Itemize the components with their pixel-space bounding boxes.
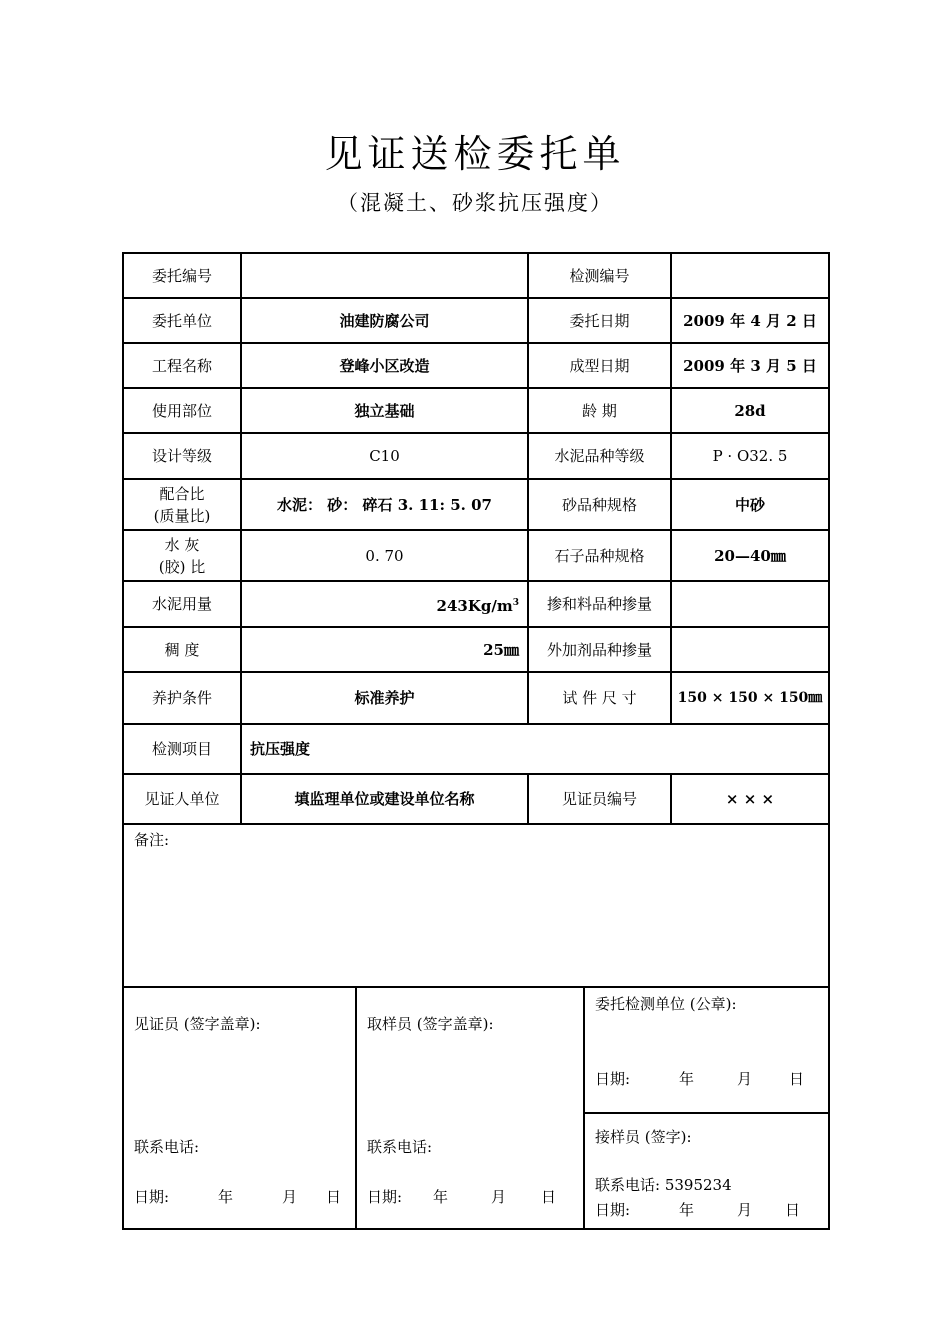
form-row — [123, 253, 829, 298]
year-label: 年 — [433, 1188, 449, 1206]
receiver-date — [595, 1199, 800, 1221]
field-label: 成型日期 — [528, 343, 671, 388]
form-row — [123, 343, 829, 388]
mix-ratio-field[interactable]: 水泥： 砂： 碎石 3. 11: 5. 07 — [241, 479, 528, 530]
notes-label: 备注: — [134, 831, 170, 849]
form-row — [123, 581, 829, 627]
lab-date — [595, 1068, 804, 1090]
form-row — [123, 724, 829, 774]
form-row — [123, 388, 829, 433]
date-label: 日期: — [595, 1070, 631, 1088]
form-row — [123, 479, 829, 530]
sand-spec-field[interactable]: 中砂 — [671, 479, 829, 530]
age-field[interactable]: 28d — [671, 388, 829, 433]
day-label: 日 — [785, 1201, 801, 1219]
curing-condition-field[interactable]: 标准养护 — [241, 672, 528, 724]
field-label — [123, 479, 241, 530]
wc-ratio-sublabel: (胶) 比 — [158, 557, 206, 576]
field-label: 委托日期 — [528, 298, 671, 343]
witness-phone: 联系电话: — [134, 1138, 200, 1156]
year-label: 年 — [679, 1070, 695, 1088]
commission-number-field[interactable] — [241, 253, 528, 298]
cement-amount-field[interactable] — [241, 581, 528, 627]
field-label — [123, 530, 241, 581]
commission-form — [122, 252, 830, 988]
month-label: 月 — [491, 1188, 507, 1206]
sampler-signature-box[interactable] — [356, 987, 584, 1229]
project-name-field[interactable]: 登峰小区改造 — [241, 343, 528, 388]
sampler-phone: 联系电话: — [367, 1138, 433, 1156]
consistency-field[interactable]: 25㎜ — [241, 627, 528, 672]
mix-ratio-label: 配合比 — [159, 484, 205, 503]
field-label: 外加剂品种掺量 — [528, 627, 671, 672]
signature-section — [122, 986, 830, 1230]
sampler-date — [367, 1186, 556, 1208]
field-label: 委托单位 — [123, 298, 241, 343]
day-label: 日 — [326, 1188, 342, 1206]
year-label: 年 — [679, 1201, 695, 1219]
lab-seal-box[interactable] — [584, 987, 829, 1113]
field-label: 水泥用量 — [123, 581, 241, 627]
form-row — [123, 774, 829, 824]
form-row — [123, 298, 829, 343]
field-label: 砂品种规格 — [528, 479, 671, 530]
field-label: 水泥品种等级 — [528, 433, 671, 479]
design-grade-field[interactable]: C10 — [241, 433, 528, 479]
molding-date-field[interactable]: 2009 年 3 月 5 日 — [671, 343, 829, 388]
month-label: 月 — [737, 1201, 753, 1219]
form-row — [123, 672, 829, 724]
test-number-field[interactable] — [671, 253, 829, 298]
client-unit-field[interactable]: 油建防腐公司 — [241, 298, 528, 343]
lab-seal-title: 委托检测单位 (公章): — [595, 995, 737, 1013]
stone-spec-field[interactable]: 20—40㎜ — [671, 530, 829, 581]
witness-number-field[interactable]: × × × — [671, 774, 829, 824]
field-label: 试 件 尺 寸 — [528, 672, 671, 724]
form-rows — [123, 253, 829, 987]
form-row — [123, 627, 829, 672]
cement-amount-unit-exp: 3 — [512, 597, 519, 608]
receiver-signature-box[interactable] — [584, 1113, 829, 1229]
field-label: 设计等级 — [123, 433, 241, 479]
date-label: 日期: — [367, 1188, 403, 1206]
date-label: 日期: — [134, 1188, 170, 1206]
day-label: 日 — [541, 1188, 557, 1206]
field-label: 稠 度 — [123, 627, 241, 672]
witness-sign-title: 见证员 (签字盖章): — [134, 1015, 261, 1033]
test-item-label: 检测项目 — [123, 724, 241, 774]
admixture-field[interactable] — [671, 581, 829, 627]
commission-date-field[interactable]: 2009 年 4 月 2 日 — [671, 298, 829, 343]
form-row — [123, 530, 829, 581]
test-item-field[interactable]: 抗压强度 — [241, 724, 829, 774]
day-label: 日 — [789, 1070, 805, 1088]
wc-ratio-field[interactable]: 0. 70 — [241, 530, 528, 581]
field-label: 养护条件 — [123, 672, 241, 724]
month-label: 月 — [282, 1188, 298, 1206]
witness-unit-label: 见证人单位 — [123, 774, 241, 824]
notes-field[interactable] — [123, 824, 829, 987]
year-label: 年 — [218, 1188, 234, 1206]
cement-amount-value: 243Kg/m — [436, 596, 513, 615]
witness-date — [134, 1186, 341, 1208]
field-label: 掺和料品种掺量 — [528, 581, 671, 627]
witness-number-label: 见证员编号 — [528, 774, 671, 824]
witness-unit-field[interactable]: 填监理单位或建设单位名称 — [241, 774, 528, 824]
witness-signature-box[interactable] — [123, 987, 356, 1229]
page-title: 见证送检委托单 — [324, 132, 626, 176]
mix-ratio-sublabel: (质量比) — [153, 506, 211, 525]
sampler-sign-title: 取样员 (签字盖章): — [367, 1015, 494, 1033]
field-label: 使用部位 — [123, 388, 241, 433]
receiver-phone: 联系电话: 5395234 — [595, 1176, 732, 1194]
field-label: 检测编号 — [528, 253, 671, 298]
additive-field[interactable] — [671, 627, 829, 672]
form-row — [123, 433, 829, 479]
field-label: 工程名称 — [123, 343, 241, 388]
usage-location-field[interactable]: 独立基础 — [241, 388, 528, 433]
form-row — [123, 824, 829, 987]
field-label: 石子品种规格 — [528, 530, 671, 581]
field-label: 委托编号 — [123, 253, 241, 298]
field-label: 龄 期 — [528, 388, 671, 433]
cement-grade-field[interactable]: P · O32. 5 — [671, 433, 829, 479]
wc-ratio-label: 水 灰 — [164, 535, 200, 554]
specimen-size-field[interactable]: 150 × 150 × 150㎜ — [671, 672, 829, 724]
receiver-sign-title: 接样员 (签字): — [595, 1128, 692, 1146]
date-label: 日期: — [595, 1201, 631, 1219]
month-label: 月 — [737, 1070, 753, 1088]
page-subtitle: （混凝土、砂浆抗压强度） — [337, 191, 613, 215]
